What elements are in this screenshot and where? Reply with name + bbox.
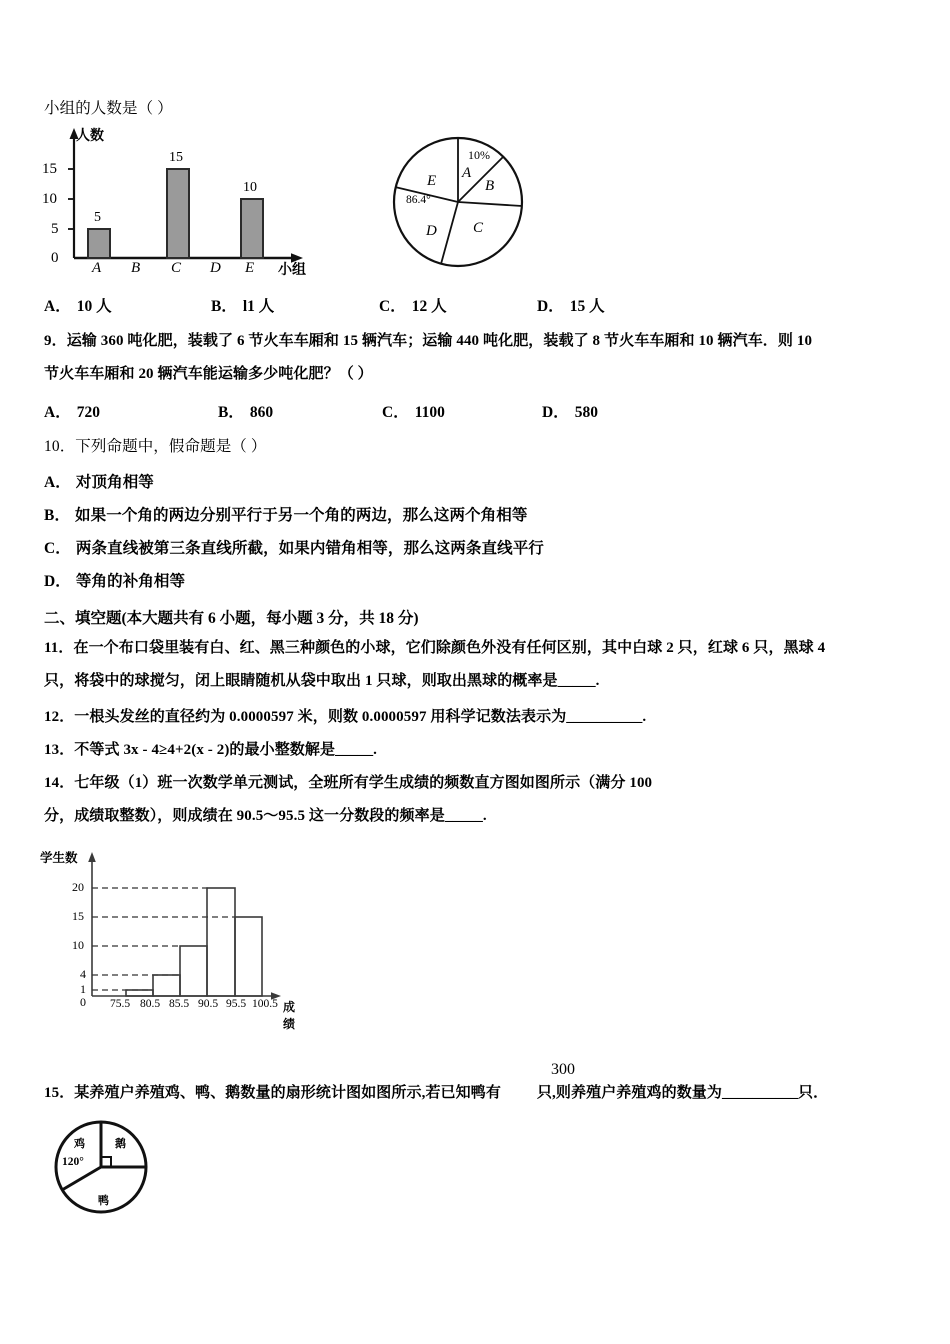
hist-bar-85-90 [180, 946, 207, 996]
bar-category-E: E [245, 260, 255, 276]
q10-option-a-label: A． [44, 474, 71, 491]
q10-option-a[interactable] [44, 473, 154, 493]
bar-chart-x-title: 小组 [278, 263, 306, 278]
hist-bar-80-85 [153, 975, 180, 996]
q12 [44, 707, 646, 727]
hist-y-tick-0: 0 [80, 995, 86, 1009]
bar-chart-y-tick-10: 10 [42, 191, 57, 207]
q9-option-b-label: B． [218, 404, 244, 421]
hist-y-tick-20: 20 [72, 880, 84, 894]
hist-x-title: 成绩 [283, 1000, 296, 1031]
histogram-svg [36, 848, 306, 1023]
q14-answer-blank[interactable]: _____ [444, 808, 483, 824]
q12-text: 12．一根头发丝的直径约为 0.0000597 米，则数 0.0000597 用科学记数法表示为 [44, 709, 567, 725]
hist-y-tick-15: 15 [72, 909, 84, 923]
bar-chart-y-tick-0: 0 [51, 250, 59, 266]
hist-y-tick-10: 10 [72, 938, 84, 952]
q10-option-c-text: 两条直线被第三条直线所截，如果内错角相等，那么这两条直线平行 [75, 540, 544, 557]
q15-text-b: 只,则养殖户养殖鸡的数量为 [536, 1085, 723, 1101]
bar-A [88, 229, 110, 258]
q10-option-c[interactable] [44, 539, 544, 559]
q8-option-a-text: 10 人 [76, 298, 112, 315]
hist-y-title: 学生数 [40, 851, 78, 865]
q15-text-a: 15．某养殖户养殖鸡、鸭、鹅数量的扇形统计图如图所示,若已知鸭有 [44, 1085, 501, 1101]
hist-y-tick-4: 4 [80, 967, 86, 981]
q10-option-d-text: 等角的补角相等 [75, 573, 186, 590]
q8-option-a-label: A． [44, 298, 71, 315]
q11-line2-period: . [595, 673, 600, 689]
pie-percent-label: 10% [468, 148, 490, 162]
pie-sector-C: C [473, 220, 484, 236]
q9-option-c[interactable] [382, 400, 445, 422]
q13-period: . [373, 742, 377, 758]
q8-option-a[interactable] [44, 294, 112, 316]
q15-superscript-value: 300 [551, 1061, 575, 1078]
hist-bar-90-95 [207, 888, 235, 996]
q11-line2 [44, 671, 599, 691]
pie-sector-A: A [462, 165, 472, 181]
q9-option-d[interactable] [542, 400, 598, 422]
q11-answer-blank[interactable]: _____ [557, 673, 596, 689]
q10-option-b-text: 如果一个角的两边分别平行于另一个角的两边，那么这两个角相等 [75, 507, 528, 524]
q8-option-b-text: l1 人 [242, 298, 275, 315]
bar-value-A: 5 [94, 210, 101, 225]
q9-option-c-text: 1100 [414, 404, 445, 421]
pie-sector-D: D [426, 223, 437, 239]
hist-y-axis-arrow [88, 852, 96, 862]
hist-y-tick-1: 1 [80, 982, 86, 996]
q15-sector-label-chicken: 鸡 [74, 1138, 85, 1150]
hist-x-tick-855: 85.5 [169, 998, 190, 1010]
q8-option-c-text: 12 人 [411, 298, 447, 315]
q9-option-a-text: 720 [76, 404, 100, 421]
q8-stem-tail: 小组的人数是（ ） [44, 100, 173, 117]
q8-option-d-text: 15 人 [569, 298, 605, 315]
q10-stem: 10．下列命题中，假命题是（ ） [44, 438, 267, 455]
hist-x-tick-755: 75.5 [110, 998, 131, 1010]
q14-line2-period: . [482, 808, 487, 824]
q11-line1: 11．在一个布口袋里装有白、红、黑三种颜色的小球，它们除颜色外没有任何区别，其中白球 2 只，红球 6 只，黑球 4 [44, 640, 826, 656]
bar-category-C: C [171, 260, 182, 276]
q8-bar-chart [44, 128, 314, 278]
bar-category-D: D [210, 260, 221, 276]
q8-option-d-label: D． [537, 298, 564, 315]
q11-line2-text: 只，将袋中的球搅匀，闭上眼睛随机从袋中取出 1 只球，则取出黑球的概率是 [44, 673, 558, 689]
section2-heading: 二、填空题(本大题共有 6 小题，每小题 3 分，共 18 分) [44, 610, 419, 627]
q10-option-c-label: C． [44, 540, 71, 557]
hist-x-tick-955: 95.5 [226, 998, 247, 1010]
q10-option-d[interactable] [44, 572, 185, 592]
bar-chart-y-tick-5: 5 [51, 221, 59, 237]
q8-option-b[interactable] [211, 294, 274, 316]
hist-bar-75-80 [126, 990, 153, 996]
bar-value-C: 15 [169, 150, 183, 165]
bar-category-A: A [92, 260, 102, 276]
q14-line1: 14．七年级（1）班一次数学单元测试，全班所有学生成绩的频数直方图如图所示（满分 100 [44, 775, 653, 791]
q15-angle-label: 120° [62, 1156, 84, 1168]
q14-histogram [36, 848, 306, 1031]
q8-option-c-label: C． [379, 298, 406, 315]
q13-text: 13．不等式 3x - 4≥4+2(x - 2)的最小整数解是 [44, 742, 336, 758]
q8-pie-chart [388, 130, 538, 278]
q8-option-c[interactable] [379, 294, 447, 316]
bar-value-E: 10 [243, 180, 257, 195]
hist-x-tick-805: 80.5 [140, 998, 161, 1010]
hist-bar-95-100 [235, 917, 262, 996]
q15-sector-label-duck: 鸭 [98, 1195, 109, 1207]
q8-option-d[interactable] [537, 294, 605, 316]
q13-answer-blank[interactable]: _____ [335, 742, 374, 758]
q15-pie-chart [48, 1116, 168, 1221]
bar-E [241, 199, 263, 258]
hist-x-tick-1005: 100.5 [252, 998, 278, 1010]
q9-stem-line2: 节火车车厢和 20 辆汽车能运输多少吨化肥？（ ） [44, 366, 373, 382]
q9-option-c-label: C． [382, 404, 409, 421]
q9-option-b-text: 860 [249, 404, 274, 421]
q9-option-d-label: D． [542, 404, 569, 421]
pie-sector-B: B [485, 178, 495, 194]
q14-line2-text: 分，成绩取整数），则成绩在 90.5～95.5 这一分数段的频率是 [44, 808, 445, 824]
q10-option-b-label: B． [44, 507, 71, 524]
bar-C [167, 169, 189, 258]
q9-option-b[interactable] [218, 400, 273, 422]
pie-sector-E: E [427, 173, 437, 189]
q9-option-a[interactable] [44, 400, 100, 422]
q12-answer-blank[interactable]: __________ [566, 709, 643, 725]
q8-option-b-label: B． [211, 298, 237, 315]
q15-sector-label-goose: 鹅 [115, 1138, 126, 1150]
bar-category-B: B [131, 260, 141, 276]
q15-answer-blank[interactable]: __________ [722, 1085, 799, 1101]
q12-period: . [642, 709, 647, 725]
q15-text-c: 只． [798, 1085, 829, 1101]
q9-option-a-label: A． [44, 404, 71, 421]
q9-option-d-text: 580 [574, 404, 598, 421]
q9-stem-line1: 9．运输 360 吨化肥，装载了 6 节火车车厢和 15 辆汽车；运输 440 吨化肥，装载了 8 节火车车厢和 10 辆汽车．则 10 [44, 333, 813, 349]
q10-option-b[interactable] [44, 506, 527, 526]
q13 [44, 740, 377, 760]
q10-option-d-label: D． [44, 573, 71, 590]
pie-angle-label: 86.4° [406, 194, 431, 206]
hist-x-tick-905: 90.5 [198, 998, 219, 1010]
bar-chart-y-tick-15: 15 [42, 161, 57, 177]
q14-line2 [44, 806, 487, 826]
q15-stem [44, 1083, 828, 1103]
bar-chart-y-title: 人数 [76, 129, 104, 144]
q10-option-a-text: 对顶角相等 [75, 474, 154, 491]
